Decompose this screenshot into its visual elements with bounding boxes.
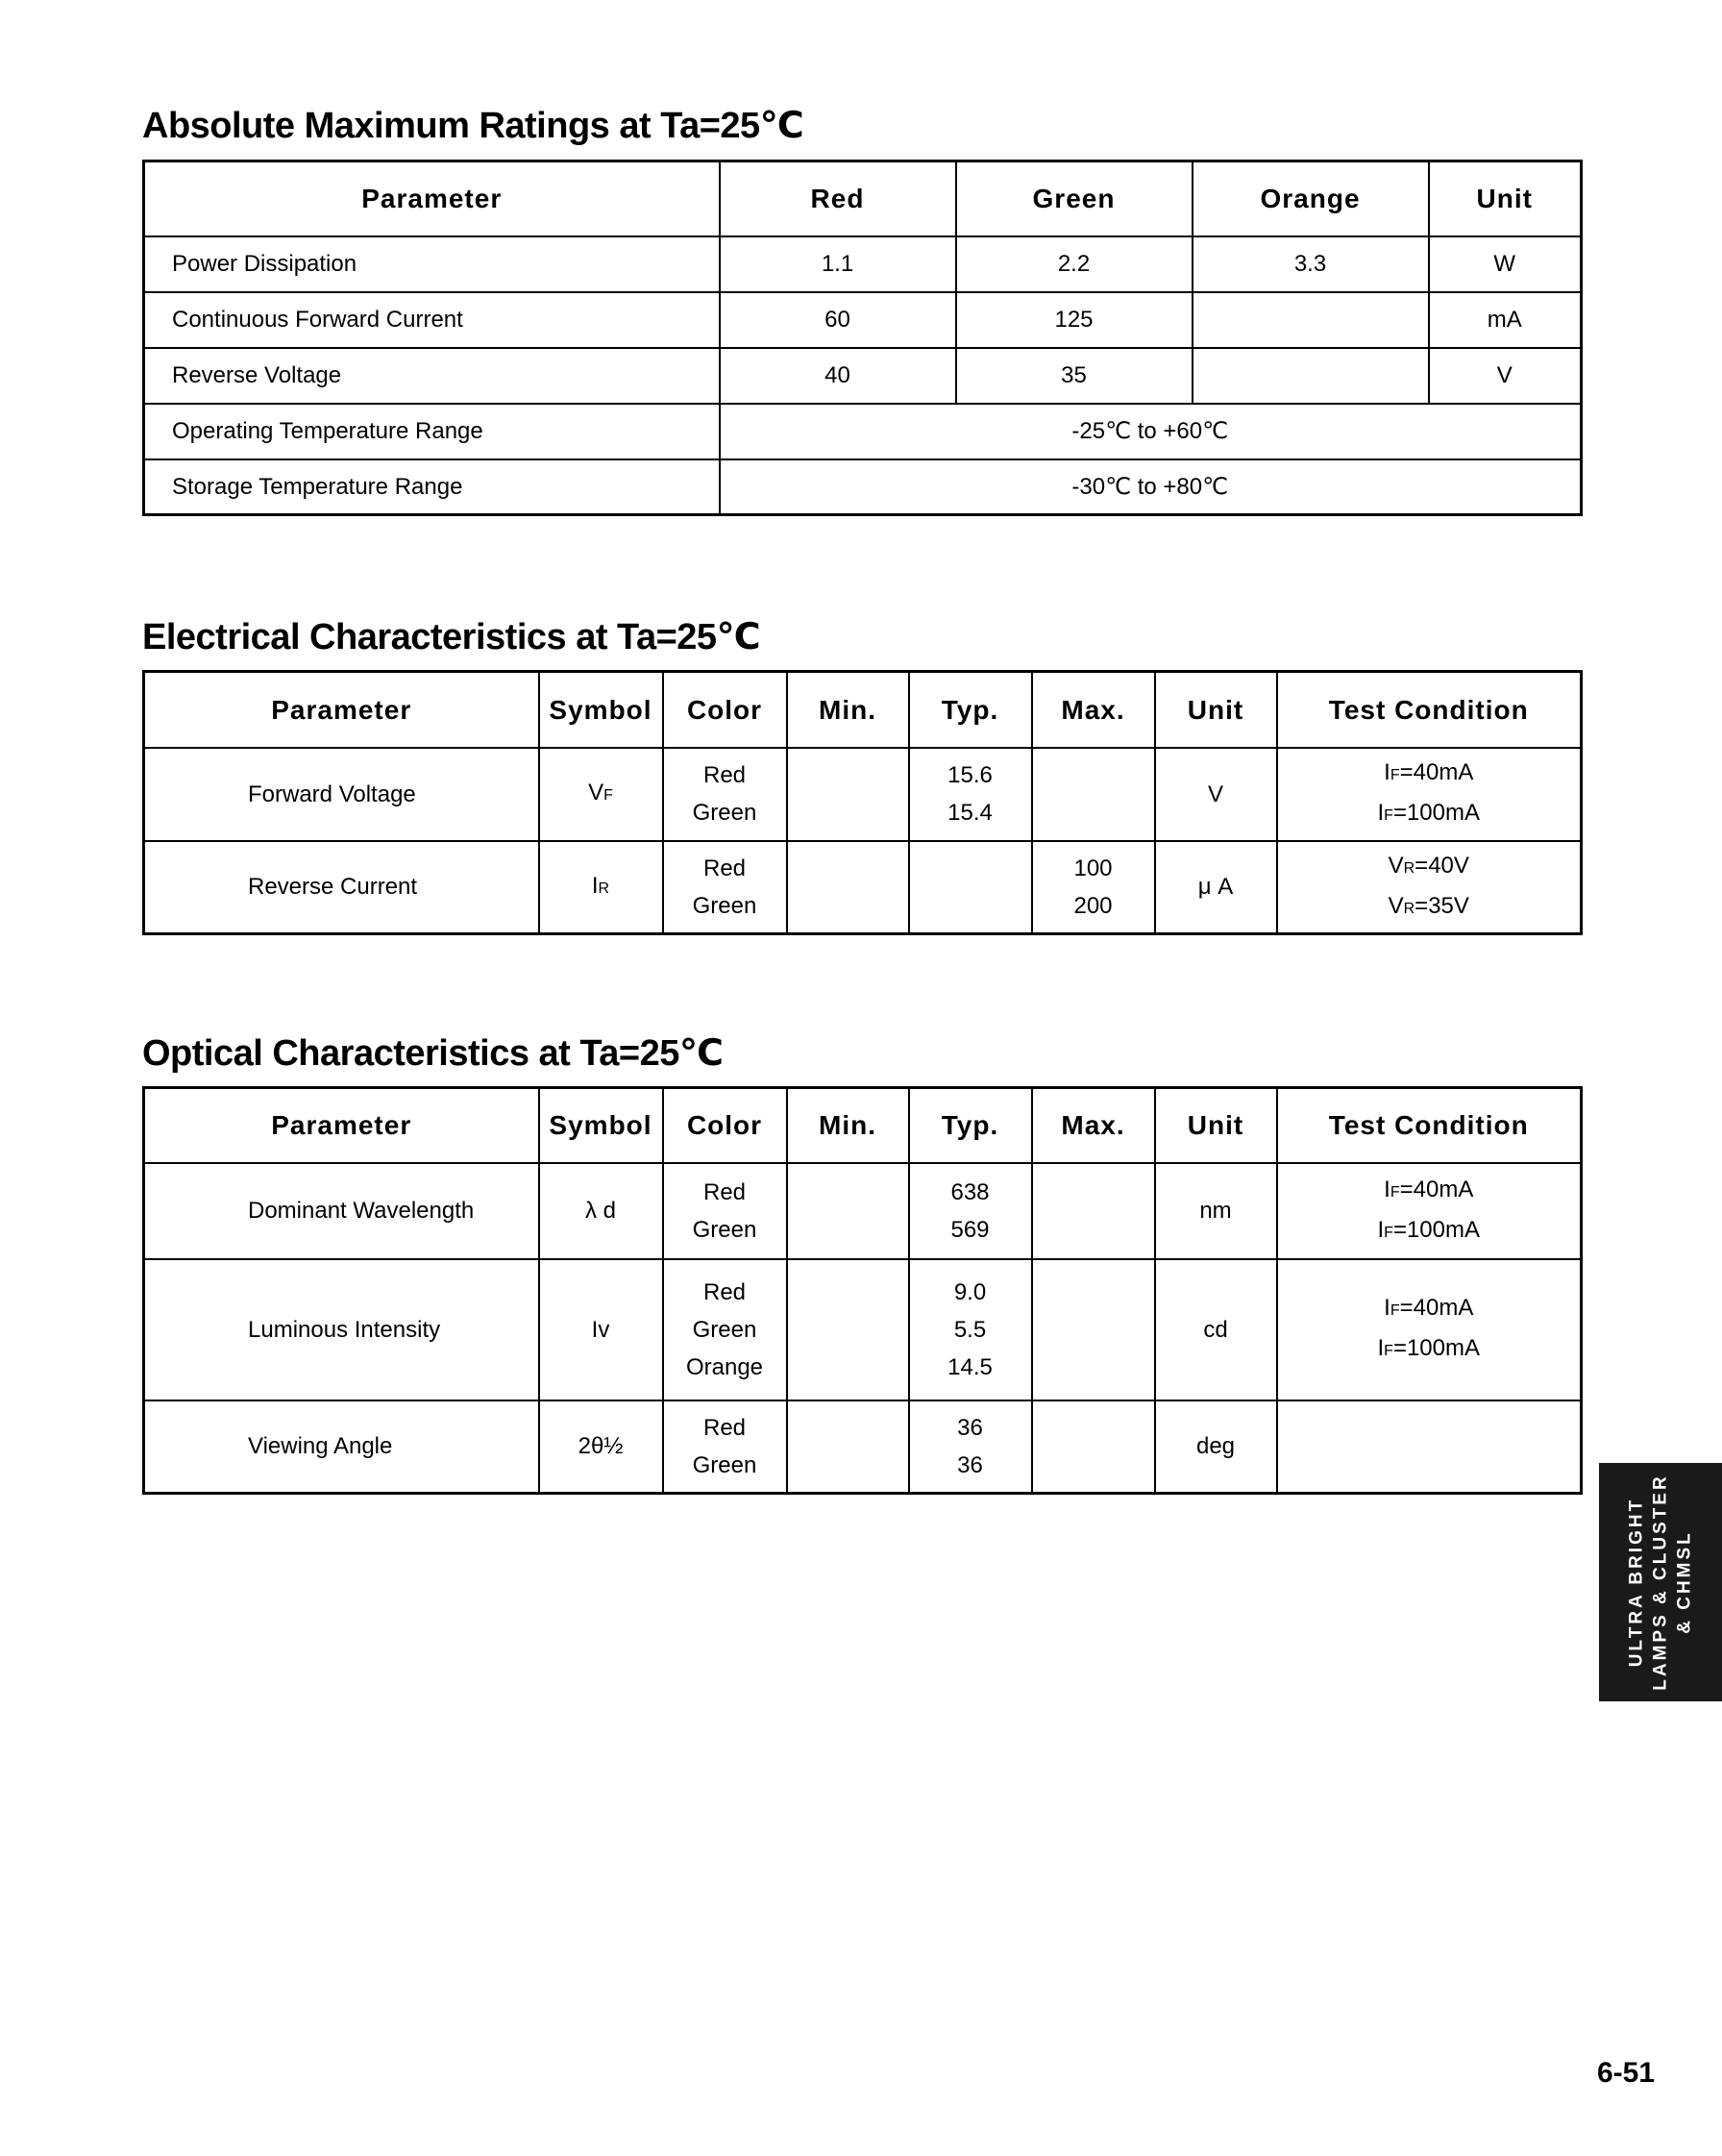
param-cell: Viewing Angle [144,1400,539,1494]
header-cell: Symbol [539,672,663,748]
typ-cell [909,1400,1032,1494]
optical-table [142,1086,1583,1495]
table-row [144,236,1582,292]
color-line: Red [702,1178,747,1205]
color-cell [663,1400,787,1494]
value-cell: -25℃ to +60℃ [720,404,1582,459]
condition-line: IF=40mA [1384,1176,1474,1202]
table-row [144,1259,1582,1400]
param-cell: Forward Voltage [144,748,539,841]
condition-line: IF=100mA [1377,1335,1480,1361]
max-cell [1032,1400,1155,1494]
header-cell: Typ. [909,1088,1032,1163]
condition-line: IF=100mA [1377,800,1480,826]
header-cell: Min. [787,1088,909,1163]
value-cell: 40 [720,348,956,404]
color-cell [663,1163,787,1259]
unit-cell: W [1429,236,1582,292]
symbol-text: V [588,780,604,805]
typ-cell [909,841,1032,934]
symbol-subscript: F [603,787,613,804]
unit-cell: μ A [1155,841,1277,934]
header-cell: Max. [1032,1088,1155,1163]
color-cell [663,841,787,934]
header-cell: Unit [1155,1088,1277,1163]
symbol-cell: Iv [539,1259,663,1400]
abs-max-table [142,160,1583,516]
typ-line: 15.4 [947,800,993,826]
max-cell [1032,1259,1155,1400]
condition-line: IF=40mA [1384,759,1474,785]
unit-cell: V [1155,748,1277,841]
typ-line: 5.5 [953,1316,987,1343]
electrical-table [142,670,1583,935]
condition-cell [1277,1400,1582,1494]
color-line: Green [692,1451,757,1478]
unit-cell: mA [1429,292,1582,348]
min-cell [787,1259,909,1400]
header-cell: Orange [1193,161,1429,236]
max-cell [1032,748,1155,841]
table-row [144,1400,1582,1494]
color-line: Red [702,855,747,881]
param-cell: Reverse Current [144,841,539,934]
table-row [144,748,1582,841]
unit-cell: nm [1155,1163,1277,1259]
typ-line: 36 [957,1414,983,1441]
value-cell: 3.3 [1193,236,1429,292]
color-line: Green [692,1216,757,1243]
typ-line: 638 [950,1178,990,1205]
param-cell: Operating Temperature Range [144,404,720,459]
color-line: Green [692,800,757,826]
symbol-subscript: R [598,880,610,897]
table-row [144,292,1582,348]
header-cell: Color [663,1088,787,1163]
header-cell: Typ. [909,672,1032,748]
value-cell: 1.1 [720,236,956,292]
color-cell [663,1259,787,1400]
symbol-cell [539,748,663,841]
typ-line: 36 [957,1451,983,1478]
max-line: 200 [1073,892,1113,919]
color-line: Red [702,1414,747,1441]
color-line: Green [692,1316,757,1343]
typ-line: 15.6 [947,762,993,788]
max-cell [1032,1163,1155,1259]
header-cell: Red [720,161,956,236]
typ-cell [909,1259,1032,1400]
page-number: 6-51 [1597,2057,1656,2089]
value-cell: 35 [956,348,1193,404]
param-cell: Luminous Intensity [144,1259,539,1400]
unit-cell: deg [1155,1400,1277,1494]
optical-title: Optical Characteristics at Ta=25℃ [142,1033,724,1074]
typ-cell [909,748,1032,841]
unit-cell: cd [1155,1259,1277,1400]
symbol-cell: 2θ½ [539,1400,663,1494]
condition-cell [1277,1259,1582,1400]
min-cell [787,1400,909,1494]
condition-line: VR=40V [1388,852,1469,879]
color-line: Red [702,762,747,788]
table-row [144,841,1582,934]
value-cell: 60 [720,292,956,348]
table-row [144,404,1582,459]
header-cell: Min. [787,672,909,748]
header-cell: Unit [1429,161,1582,236]
header-cell: Green [956,161,1193,236]
value-cell: -30℃ to +80℃ [720,459,1582,515]
param-cell: Power Dissipation [144,236,720,292]
min-cell [787,1163,909,1259]
min-cell [787,748,909,841]
table-header-row [144,1088,1582,1163]
abs-max-title: Absolute Maximum Ratings at Ta=25℃ [142,106,804,146]
header-cell: Max. [1032,672,1155,748]
max-cell [1032,841,1155,934]
min-cell [787,841,909,934]
color-line: Orange [685,1353,764,1380]
symbol-cell [539,841,663,934]
condition-cell [1277,748,1582,841]
param-cell: Dominant Wavelength [144,1163,539,1259]
table-row [144,1163,1582,1259]
header-cell: Unit [1155,672,1277,748]
value-cell: 125 [956,292,1193,348]
table-header-row [144,161,1582,236]
typ-line: 569 [950,1216,990,1243]
section-side-tab [1599,1463,1722,1701]
param-cell: Continuous Forward Current [144,292,720,348]
color-cell [663,748,787,841]
electrical-title: Electrical Characteristics at Ta=25℃ [142,617,761,657]
max-line: 100 [1073,855,1113,881]
header-cell: Test Condition [1277,672,1582,748]
condition-cell [1277,841,1582,934]
symbol-text: I [591,872,599,899]
header-cell: Test Condition [1277,1088,1582,1163]
table-header-row [144,672,1582,748]
header-cell: Parameter [144,672,539,748]
symbol-cell: λ d [539,1163,663,1259]
header-cell: Symbol [539,1088,663,1163]
typ-cell [909,1163,1032,1259]
condition-line: IF=100mA [1377,1216,1480,1243]
header-cell: Parameter [144,1088,539,1163]
unit-cell: V [1429,348,1582,404]
color-line: Green [692,892,757,919]
condition-line: VR=35V [1388,892,1469,919]
param-cell: Storage Temperature Range [144,459,720,515]
header-cell: Color [663,672,787,748]
condition-cell [1277,1163,1582,1259]
param-cell: Reverse Voltage [144,348,720,404]
value-cell [1193,292,1429,348]
condition-line: IF=40mA [1384,1295,1474,1321]
side-tab-label: ULTRA BRIGHT LAMPS & CLUSTER & CHMSL [1626,1474,1695,1691]
table-row [144,348,1582,404]
typ-line: 9.0 [953,1278,987,1305]
typ-line: 14.5 [947,1353,993,1380]
color-line: Red [702,1278,747,1305]
value-cell [1193,348,1429,404]
value-cell: 2.2 [956,236,1193,292]
header-cell: Parameter [144,161,720,236]
table-row [144,459,1582,515]
